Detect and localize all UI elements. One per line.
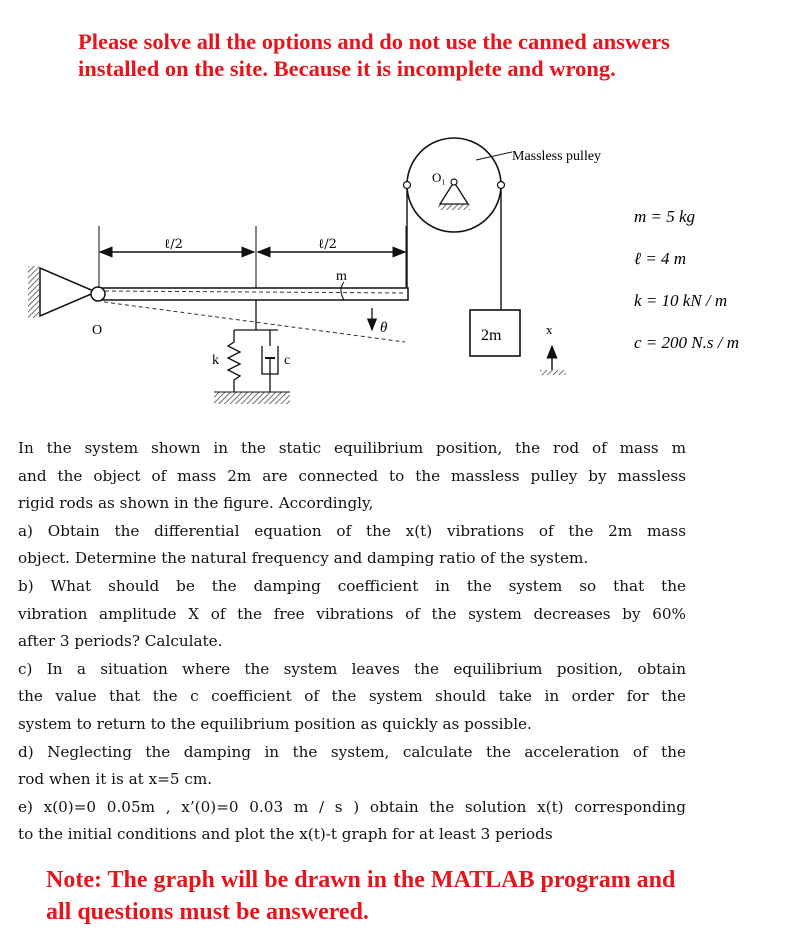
- param-l: ℓ = 4 m: [634, 249, 687, 268]
- rod-mass-label: m: [336, 269, 347, 284]
- wall-support: [28, 266, 39, 318]
- x-reference-ground: [540, 370, 566, 375]
- note-line-1: Note: The graph will be drawn in the MATLAB program and: [46, 867, 676, 893]
- param-c: c = 200 N.s / m: [634, 333, 739, 352]
- rod: [96, 288, 408, 300]
- pulley-attach-left: [404, 182, 411, 189]
- header-line-1: Please solve all the options and do not use the canned answers: [78, 29, 670, 54]
- question-line: rod when it is at x=5 cm.: [18, 770, 213, 789]
- question-line: d) Neglecting the damping in the system, calculate the acceleration of the: [18, 742, 686, 761]
- block-label: 2m: [481, 327, 502, 344]
- note: [46, 864, 776, 928]
- param-k: k = 10 kN / m: [634, 291, 728, 310]
- problem-statement: [18, 435, 686, 849]
- pivot-label: O: [92, 323, 103, 338]
- note-line-2: all questions must be answered.: [46, 899, 369, 925]
- question-line: a) Obtain the differential equation of the x(t) vibrations of the 2m mass: [18, 521, 686, 540]
- question-line: the value that the c coefficient of the system should take in order for the: [18, 687, 686, 706]
- question-line: and the object of mass 2m are connected to the massless pulley by massless: [18, 466, 686, 485]
- param-m: m = 5 kg: [634, 207, 696, 226]
- damper: [262, 330, 278, 392]
- question-line: after 3 periods? Calculate.: [18, 632, 223, 651]
- question-line: object. Determine the natural frequency and damping ratio of the system.: [18, 549, 589, 568]
- pin-support: [40, 268, 96, 316]
- spring-label: k: [212, 353, 219, 368]
- x-label: x: [546, 322, 553, 337]
- question-line: b) What should be the damping coefficient in the system so that the: [18, 576, 686, 595]
- ground: [214, 392, 290, 404]
- header-instructions: [78, 28, 758, 82]
- half-length-left-label: ℓ/2: [164, 237, 183, 252]
- pulley-support-ground: [438, 204, 470, 210]
- pulley-attach-right: [498, 182, 505, 189]
- rod-dashed-rotated: [104, 302, 405, 342]
- damper-label: c: [284, 353, 291, 368]
- question-line: to the initial conditions and plot the x(t)-t graph for at least 3 periods: [18, 825, 553, 844]
- header-line-2: installed on the site. Because it is incomplete and wrong.: [78, 56, 616, 81]
- question-line: In the system shown in the static equilibrium position, the rod of mass m: [18, 439, 686, 457]
- spring: [228, 330, 240, 392]
- question-line: c) In a situation where the system leaves the equilibrium position, obtain: [18, 659, 686, 678]
- mechanical-system-figure: [0, 130, 788, 430]
- pulley-center-label: O₁: [432, 170, 446, 185]
- theta-label: θ: [380, 320, 388, 336]
- question-line: rigid rods as shown in the figure. Accordingly,: [18, 494, 374, 513]
- pulley-axle: [451, 179, 457, 185]
- question-line: vibration amplitude X of the free vibrations of the system decreases by 60%: [18, 604, 686, 623]
- question-line: system to return to the equilibrium position as quickly as possible.: [18, 714, 532, 733]
- pulley-label: Massless pulley: [512, 149, 602, 164]
- half-length-right-label: ℓ/2: [318, 237, 337, 252]
- question-line: e) x(0)=0 0.05m , x’(0)=0 0.03 m / s ) obtain the solution x(t) corresponding: [18, 797, 686, 816]
- pivot-pin: [91, 287, 105, 301]
